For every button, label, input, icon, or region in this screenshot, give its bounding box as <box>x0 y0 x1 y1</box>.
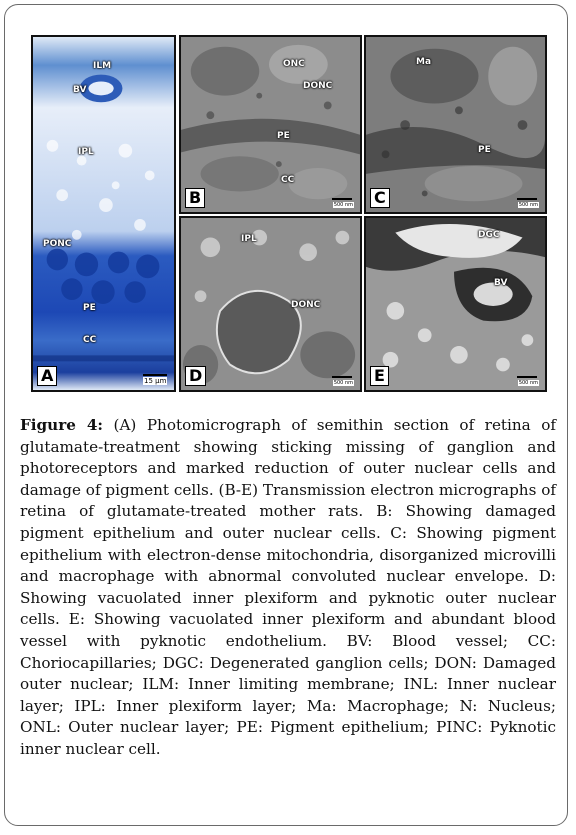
label-pe: PE <box>83 303 96 313</box>
panel-d-micrograph <box>179 216 362 392</box>
panel-e-image <box>366 218 545 390</box>
label-ponc: PONC <box>43 239 72 249</box>
label-bv: BV <box>73 85 87 95</box>
label-pe: PE <box>478 145 491 155</box>
label-ma: Ma <box>416 57 432 67</box>
label-cc: CC <box>83 335 97 345</box>
scale-bar-d <box>332 376 352 378</box>
panel-a-image <box>33 37 174 390</box>
panel-b-micrograph <box>179 35 362 214</box>
panel-letter-d: D <box>185 366 206 386</box>
panel-letter-b: B <box>185 188 205 208</box>
scale-bar-c <box>517 198 537 200</box>
panel-b-image <box>181 37 360 212</box>
panel-d-image <box>181 218 360 390</box>
scale-bar-e <box>517 376 537 378</box>
scale-label-e: 500 nm <box>518 380 538 386</box>
panel-letter-c: C <box>370 188 390 208</box>
label-ipl: IPL <box>241 234 257 244</box>
label-donc: DONC <box>291 300 321 310</box>
scale-bar-b <box>332 198 352 200</box>
label-pe: PE <box>277 131 290 141</box>
label-ipl: IPL <box>78 147 94 157</box>
scale-label-b: 500 nm <box>333 202 353 208</box>
label-dgc: DGC <box>478 230 500 240</box>
panel-c-image <box>366 37 545 212</box>
scale-label-c: 500 nm <box>518 202 538 208</box>
caption-label: Figure 4: <box>20 416 104 434</box>
label-donc: DONC <box>303 81 333 91</box>
panel-a-micrograph <box>31 35 176 392</box>
panel-letter-a: A <box>37 366 57 386</box>
label-bv: BV <box>494 278 508 288</box>
caption-text: (A) Photomicrograph of semithin section of retina of glutamate-treatment showing sticking missing of ganglion and photoreceptors and marked reduction of outer nuclear cells and damage of pigment cells. (B-E) Transmission electron micrographs of retina of glutamate-treated mother rats. B: Showing damaged pigment epithelium and outer nuclear cells. C: Showing pigment epithelium with electron-dense mitochondria, disorganized microvilli and macrophage with abnormal convoluted nuclear envelope. D: Showing vacuolated inner plexiform and pyknotic outer nuclear cells. E: Showing vacuolated inner plexiform and abundant blood vessel with pyknotic endothelium. BV: Blood vessel; CC: Choriocapillaries; DGC: Degenerated ganglion cells; DON: Damaged outer nuclear; ILM: Inner limiting membrane; INL: Inner nuclear layer; IPL: Inner plexiform layer; Ma: Macrophage; N: Nucleus; ONL: Outer nuclear layer; PE: Pigment epithelium; PINC: Pyknotic inner nuclear cell. <box>20 416 556 758</box>
scale-label-a: 15 μm <box>144 377 167 385</box>
label-onc: ONC <box>283 59 305 69</box>
scale-label-d: 500 nm <box>333 380 353 386</box>
figure-caption <box>20 415 556 761</box>
panel-e-micrograph <box>364 216 547 392</box>
label-cc: CC <box>281 175 295 185</box>
panel-letter-e: E <box>370 366 389 386</box>
label-ilm: ILM <box>93 61 112 71</box>
panel-c-micrograph <box>364 35 547 214</box>
scale-bar-a <box>143 374 167 376</box>
